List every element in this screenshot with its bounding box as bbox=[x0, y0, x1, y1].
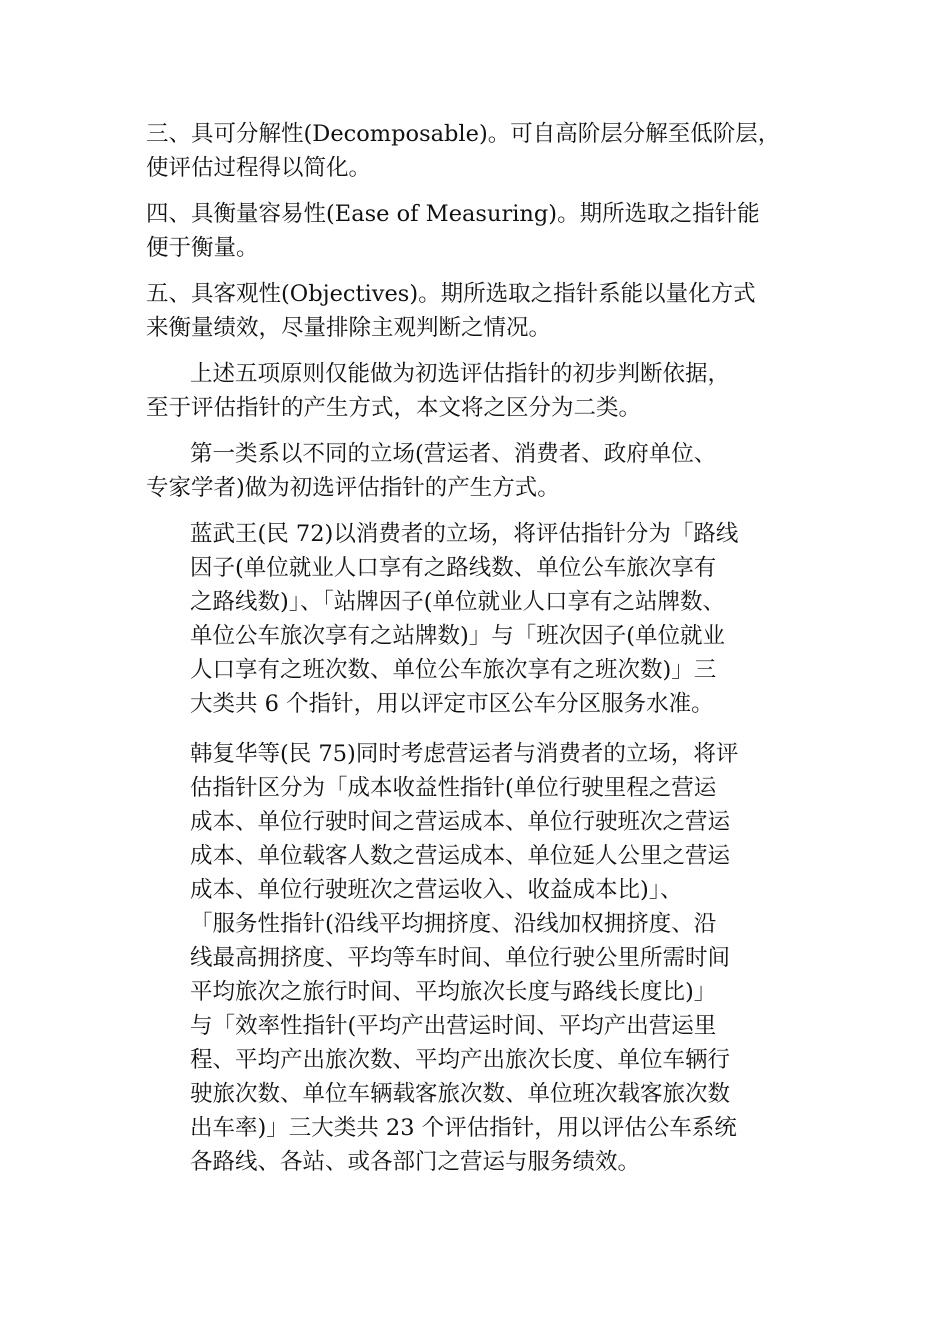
text-line: 成本、单位行驶班次之营运收入、收益成本比)」、 bbox=[190, 877, 683, 903]
text-line: 程、平均产出旅次数、平均产出旅次长度、单位车辆行 bbox=[190, 1047, 731, 1073]
text-line: 成本、单位行驶时间之营运成本、单位行驶班次之营运 bbox=[190, 809, 731, 835]
paragraph-first-category bbox=[146, 437, 816, 505]
text-line: 五、具客观性(Objectives)。期所选取之指针系能以量化方式 bbox=[146, 281, 756, 307]
text-line: 大类共 6 个指针，用以评定市区公车分区服务水准。 bbox=[190, 691, 714, 717]
paragraph-summary bbox=[146, 357, 816, 425]
list-item-ease-of-measuring bbox=[146, 197, 860, 265]
text-line: 线最高拥挤度、平均等车时间、单位行驶公里所需时间 bbox=[190, 945, 731, 971]
text-line: 成本、单位载客人数之营运成本、单位延人公里之营运 bbox=[190, 843, 731, 869]
text-line: 使评估过程得以简化。 bbox=[146, 155, 372, 181]
text-line: 来衡量绩效，尽量排除主观判断之情况。 bbox=[146, 315, 552, 341]
text-line: 平均旅次之旅行时间、平均旅次长度与路线长度比)」 bbox=[190, 979, 717, 1005]
text-line: 估指针区分为「成本收益性指针(单位行驶里程之营运 bbox=[190, 775, 717, 801]
text-line: 之路线数)」、「站牌因子(单位就业人口享有之站牌数、 bbox=[190, 589, 726, 615]
text-line: 便于衡量。 bbox=[146, 235, 259, 261]
text-line: 出车率)」三大类共 23 个评估指针，用以评估公车系统 bbox=[190, 1115, 737, 1141]
text-line: 蓝武王(民 72)以消费者的立场，将评估指针分为「路线 bbox=[190, 521, 739, 547]
text-line: 韩复华等(民 75)同时考虑营运者与消费者的立场，将评 bbox=[190, 741, 739, 767]
list-item-objectives bbox=[146, 277, 860, 345]
text-line: 上述五项原则仅能做为初选评估指针的初步判断依据， bbox=[190, 361, 731, 387]
block-lan-wuwang bbox=[190, 517, 816, 721]
list-item-decomposable bbox=[146, 117, 860, 185]
text-line: 专家学者)做为初选评估指针的产生方式。 bbox=[146, 475, 560, 501]
text-line: 至于评估指针的产生方式，本文将之区分为二类。 bbox=[146, 395, 642, 421]
text-line: 驶旅次数、单位车辆载客旅次数、单位班次载客旅次数 bbox=[190, 1081, 731, 1107]
text-line: 第一类系以不同的立场(营运者、消费者、政府单位、 bbox=[190, 441, 717, 467]
text-line: 因子(单位就业人口享有之路线数、单位公车旅次享有 bbox=[190, 555, 717, 581]
text-line: 「服务性指针(沿线平均拥挤度、沿线加权拥挤度、沿 bbox=[190, 911, 717, 937]
text-line: 单位公车旅次享有之站牌数)」与「班次因子(单位就业 bbox=[190, 623, 726, 649]
text-line: 人口享有之班次数、单位公车旅次享有之班次数)」三 bbox=[190, 657, 717, 683]
block-han-fuhua bbox=[190, 737, 816, 1179]
text-line: 各路线、各站、或各部门之营运与服务绩效。 bbox=[190, 1149, 641, 1175]
text-line: 三、具可分解性(Decomposable)。可自高阶层分解至低阶层， bbox=[146, 121, 781, 147]
text-line: 四、具衡量容易性(Ease of Measuring)。期所选取之指针能 bbox=[146, 201, 760, 227]
text-line: 与「效率性指针(平均产出营运时间、平均产出营运里 bbox=[190, 1013, 717, 1039]
